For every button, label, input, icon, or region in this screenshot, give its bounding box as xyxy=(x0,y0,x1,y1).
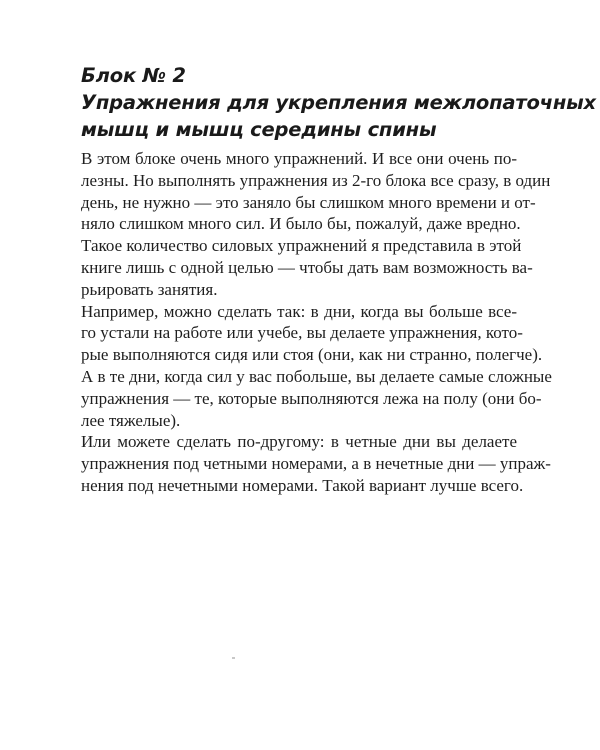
paragraph-1 xyxy=(62,148,551,235)
text-line: Или можете сделать по-другому: в четные дни вы делаете xyxy=(81,432,517,452)
paragraph-2 xyxy=(62,235,533,300)
text-line: упражнения — те, которые выполняются лежа на полу (они бо- xyxy=(81,388,542,408)
text-line: Такое количество силовых упражнений я представила в этой xyxy=(81,236,522,256)
heading-title-line-1: Упражнения для укрепления межлопаточных xyxy=(81,91,596,114)
text-line: упражнения под четными номерами, а в нечетные дни — упраж- xyxy=(81,454,551,474)
text-line: Например, можно сделать так: в дни, когда вы больше все- xyxy=(81,301,517,321)
text-line: книге лишь с одной целью — чтобы дать вам возможность ва- xyxy=(81,257,533,277)
text-line: рьировать занятия. xyxy=(81,279,218,299)
section-heading xyxy=(81,62,596,143)
text-line: лезны. Но выполнять упражнения из 2-го блока все сразу, в один xyxy=(81,170,551,190)
text-line: го устали на работе или учебе, вы делаете упражнения, кото- xyxy=(81,323,523,343)
text-line: А в те дни, когда сил у вас побольше, вы делаете самые сложные xyxy=(81,366,552,386)
text-line: лее тяжелые). xyxy=(81,410,181,430)
heading-title-line-2: мышц и мышц середины спины xyxy=(81,118,437,141)
text-line: день, не нужно — это заняло бы слишком много времени и от- xyxy=(81,192,536,212)
text-line: В этом блоке очень много упражнений. И все они очень по- xyxy=(81,149,517,168)
body-text xyxy=(62,148,552,497)
paragraph-3 xyxy=(62,301,552,432)
text-line: няло слишком много сил. И было бы, пожалуй, даже вредно. xyxy=(81,214,521,234)
text-line: рые выполняются сидя или стоя (они, как ни странно, полегче). xyxy=(81,345,543,365)
heading-block-number: Блок № 2 xyxy=(81,64,186,87)
text-line: нения под нечетными номерами. Такой вариант лучше всего. xyxy=(81,475,524,495)
scan-speck xyxy=(232,657,235,659)
paragraph-4 xyxy=(62,431,551,496)
